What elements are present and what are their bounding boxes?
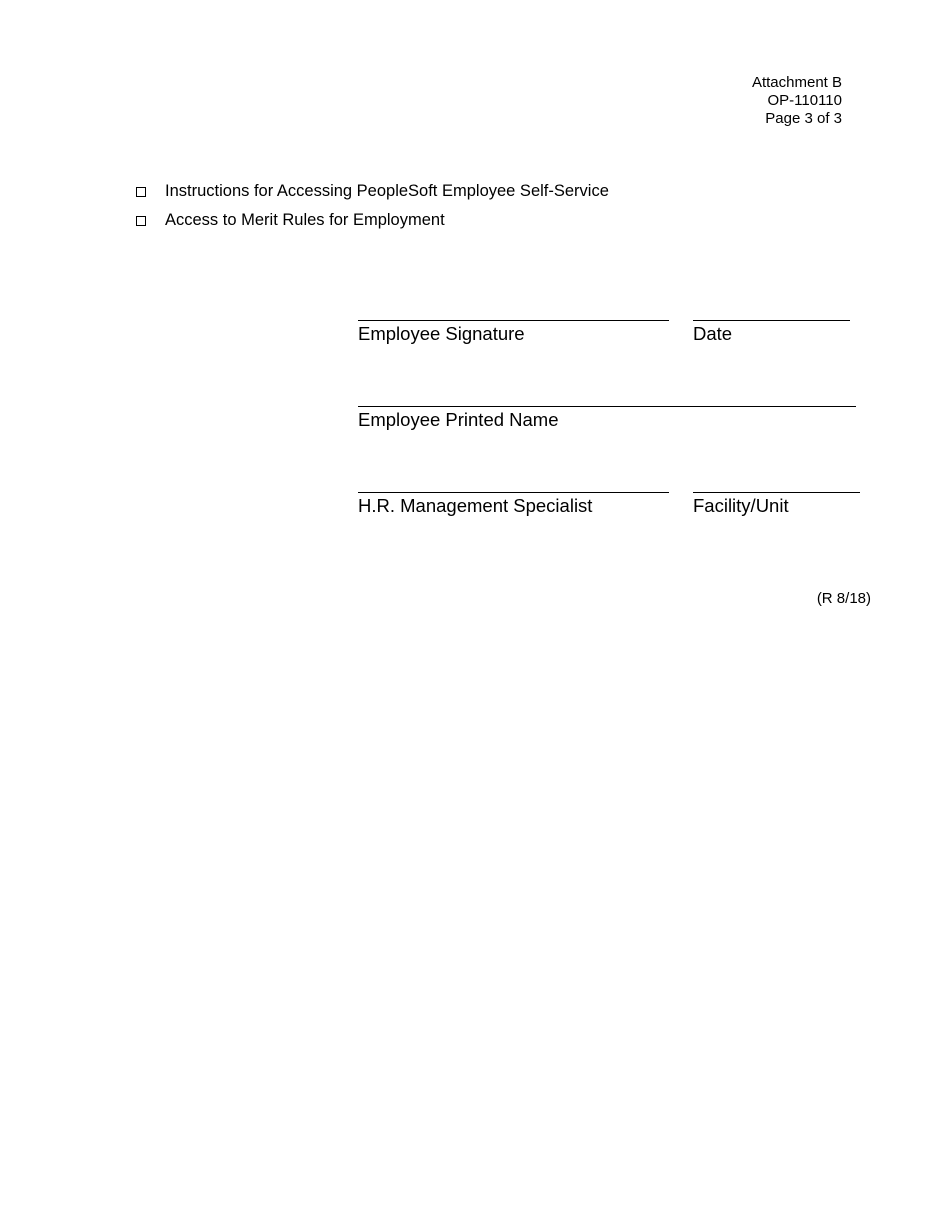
checkbox-icon[interactable] xyxy=(136,216,146,226)
employee-signature-label: Employee Signature xyxy=(358,323,525,344)
signature-line xyxy=(693,492,860,493)
attachment-label: Attachment B xyxy=(751,74,842,91)
revision-code: (R 8/18) xyxy=(816,590,871,607)
signature-line xyxy=(693,320,850,321)
checklist-item[interactable] xyxy=(136,177,609,206)
employee-printed-name-field[interactable] xyxy=(358,392,856,431)
signature-line xyxy=(358,406,856,407)
page-number: Page 3 of 3 xyxy=(765,110,842,127)
signature-line xyxy=(358,320,669,321)
checklist-item-label: Access to Merit Rules for Employment xyxy=(165,211,445,229)
date-field[interactable] xyxy=(693,306,850,345)
checkbox-icon[interactable] xyxy=(136,187,146,197)
date-label: Date xyxy=(693,323,733,344)
facility-unit-label: Facility/Unit xyxy=(693,495,789,516)
employee-signature-field[interactable] xyxy=(358,306,669,345)
checklist-item[interactable] xyxy=(136,206,609,235)
employee-printed-name-label: Employee Printed Name xyxy=(358,409,559,430)
hr-specialist-field[interactable] xyxy=(358,478,669,517)
checklist-item-label: Instructions for Accessing PeopleSoft Employee Self-Service xyxy=(165,182,609,200)
enclosures-checklist xyxy=(136,177,609,235)
signature-line xyxy=(358,492,669,493)
op-number: OP-110110 xyxy=(767,92,842,109)
facility-unit-field[interactable] xyxy=(693,478,860,517)
hr-specialist-label: H.R. Management Specialist xyxy=(358,495,593,516)
document-header xyxy=(752,74,842,128)
